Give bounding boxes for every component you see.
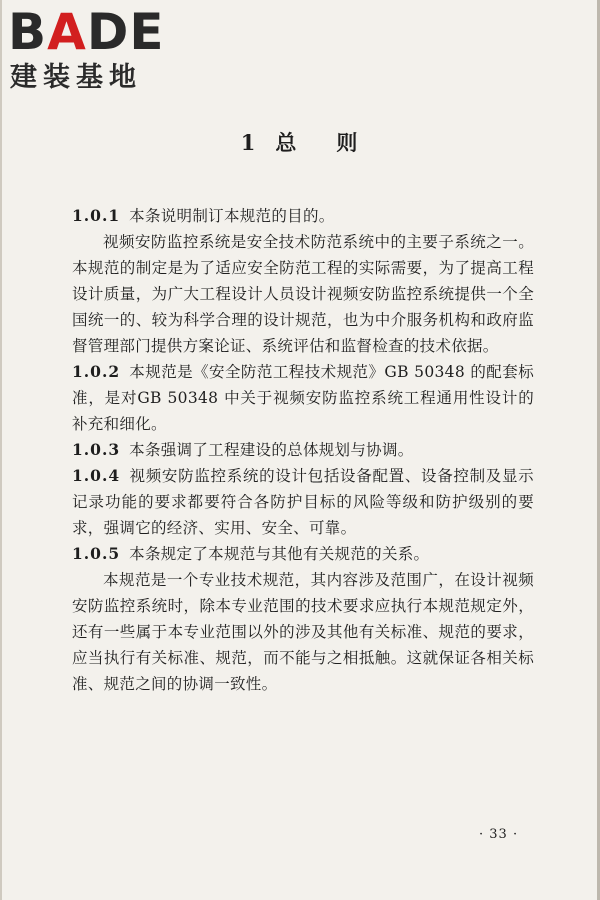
explanation-paragraph	[72, 229, 534, 359]
section-number: 1.0.5	[72, 544, 121, 563]
bade-watermark-logo	[8, 2, 183, 97]
section-text: 本条说明制订本规范的目的。	[129, 207, 335, 225]
chapter-body	[72, 203, 534, 697]
paragraph-text: 本规范是一个专业技术规范，其内容涉及范围广，在设计视频安防监控系统时，除本专业范围的技术要求应执行本规范规定外，还有一些属于本专业范围以外的涉及其他有关标准、规范的要求，应当执行有关标准、规范，而不能与之相抵触。这就保证各相关标准、规范之间的协调一致性。	[72, 571, 534, 693]
paragraph-text: 视频安防监控系统是安全技术防范系统中的主要子系统之一。本规范的制定是为了适应安全防范工程的实际需要，为了提高工程设计质量，为广大工程设计人员设计视频安防监控系统提供一个全国统一的、较为科学合理的设计规范，也为中介服务机构和政府监督管理部门提供方案论证、系统评估和监督检查的技术依据。	[72, 233, 534, 355]
section-number: 1.0.2	[72, 362, 121, 381]
logo-wordmark: BADE	[8, 3, 165, 61]
chapter-title	[0, 130, 600, 156]
section-text: 本条强调了工程建设的总体规划与协调。	[129, 441, 414, 459]
chapter-number: 1	[240, 130, 258, 155]
section-number: 1.0.4	[72, 466, 121, 485]
section-number: 1.0.1	[72, 206, 121, 225]
section-1-0-1	[72, 203, 534, 229]
section-1-0-3	[72, 437, 534, 463]
section-text: 视频安防监控系统的设计包括设备配置、设备控制及显示记录功能的要求都要符合各防护目标的风险等级和防护级别的要求，强调它的经济、实用、安全、可靠。	[72, 467, 534, 537]
chapter-title-left: 总	[275, 130, 299, 155]
section-1-0-5	[72, 541, 534, 567]
section-1-0-2	[72, 359, 534, 437]
chapter-title-right: 则	[336, 130, 360, 155]
logo-subtitle: 建装基地	[10, 62, 142, 93]
section-1-0-4	[72, 463, 534, 541]
section-text: 本条规定了本规范与其他有关规范的关系。	[129, 545, 430, 563]
page-number: · 33 ·	[479, 827, 519, 842]
section-number: 1.0.3	[72, 440, 121, 459]
section-text: 本规范是《安全防范工程技术规范》GB 50348 的配套标准，是对GB 50348 中关于视频安防监控系统工程通用性设计的补充和细化。	[72, 363, 534, 433]
explanation-paragraph	[72, 567, 534, 697]
